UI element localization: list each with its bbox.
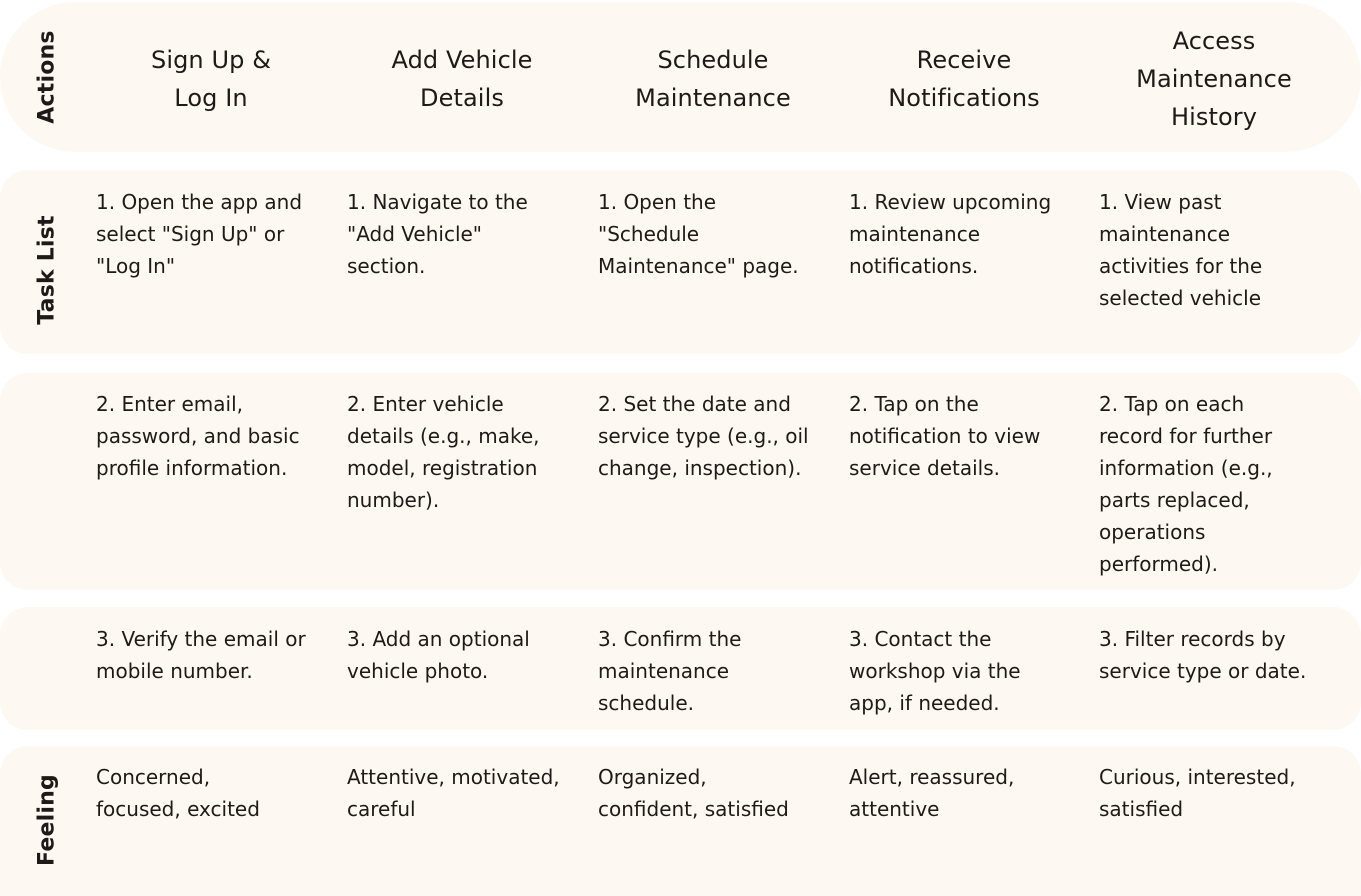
task-3-stage-4: 3. Contact the workshop via the app, if needed.: [849, 627, 1021, 715]
feeling-stage-3: Organized, confident, satisfied: [598, 765, 789, 821]
stage-action-4: Receive Notifications: [888, 46, 1040, 112]
feeling-stage-2: Attentive, motivated, careful: [347, 765, 560, 821]
row-label-actions: Actions: [34, 30, 60, 124]
stage-action-1: Sign Up & Log In: [150, 46, 272, 112]
task-1-stage-5: 1. View past maintenance activities for the selected vehicle: [1099, 190, 1263, 310]
feeling-stage-5: Curious, interested, satisfied: [1099, 765, 1296, 821]
task-2-stage-2: 2. Enter vehicle details (e.g., make, model, registration number).: [347, 392, 540, 512]
task-3-stage-1: 3. Verify the email or mobile number.: [96, 627, 306, 683]
task-2-stage-1: 2. Enter email, password, and basic profile information.: [96, 392, 300, 480]
task-3-stage-3: 3. Confirm the maintenance schedule.: [598, 627, 742, 715]
feeling-stage-4: Alert, reassured, attentive: [849, 765, 1015, 821]
task-1-stage-1: 1. Open the app and select "Sign Up" or "Log In": [96, 190, 303, 278]
task-1-stage-4: 1. Review upcoming maintenance notifications.: [849, 190, 1052, 278]
stage-action-3: Schedule Maintenance: [635, 46, 791, 112]
row-label-task-list: Task List: [34, 215, 60, 325]
stage-action-5: Access Maintenance History: [1136, 27, 1292, 131]
task-3-stage-5: 3. Filter records by service type or date.: [1099, 627, 1307, 683]
task-2-stage-4: 2. Tap on the notification to view service details.: [849, 392, 1041, 480]
task-2-stage-3: 2. Set the date and service type (e.g., oil change, inspection).: [598, 392, 809, 480]
task-2-stage-5: 2. Tap on each record for further information (e.g., parts replaced, operations performed).: [1099, 392, 1273, 576]
task-3-stage-2: 3. Add an optional vehicle photo.: [347, 627, 530, 683]
task-1-stage-3: 1. Open the "Schedule Maintenance" page.: [598, 190, 799, 278]
feeling-stage-1: Concerned, focused, excited: [96, 765, 260, 821]
task-1-stage-2: 1. Navigate to the "Add Vehicle" section.: [347, 190, 528, 278]
row-label-feeling: Feeling: [34, 774, 60, 866]
stage-action-2: Add Vehicle Details: [391, 46, 533, 112]
